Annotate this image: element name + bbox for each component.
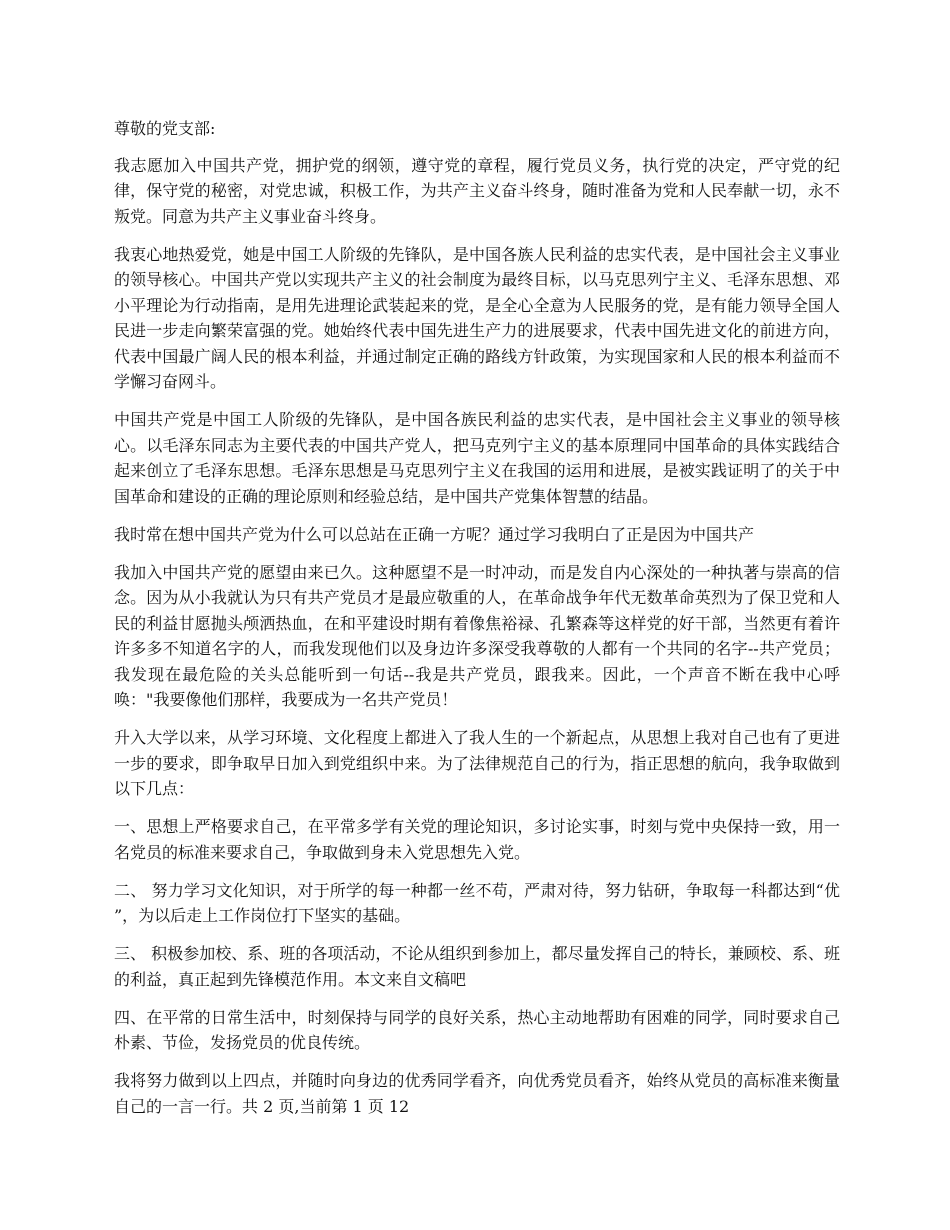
paragraph-point-four: 四、在平常的日常生活中，时刻保持与同学的良好关系，热心主动地帮助有困难的同学，同时要求自己朴素、节俭，发扬党员的优良传统。 xyxy=(114,1007,840,1052)
paragraph-point-one: 一、思想上严格要求自己，在平常多学有关党的理论知识，多讨论实事，时刻与党中央保持一致，用一名党员的标准来要求自己，争取做到身未入党思想先入党。 xyxy=(114,817,840,862)
paragraph-question: 我时常在想中国共产党为什么可以总站在正确一方呢？通过学习我明白了正是因为中国共产 xyxy=(114,524,755,544)
paragraph-desire: 我加入中国共产党的愿望由来已久。这种愿望不是一时冲动，而是发自内心深处的一种执著与崇高的信念。因为从小我就认为只有共产党员才是最应敬重的人，在革命战争年代无数革命英烈为了保卫党和人民的利益甘愿抛头颅洒热血，在和平建设时期有着像焦裕禄、孔繁森等这样党的好干部，当然更有着许许多多不知道名字的人，而我发现他们以及身边许多深受我尊敬的人都有一个共同的名字--共产党员；我发现在最危险的关头总能听到一句话--我是共产党员，跟我来。因此，一个声音不断在我中心呼唤："我要像他们那样，我要成为一名共产党员！ xyxy=(114,562,840,709)
paragraph-point-two: 二、 努力学习文化知识，对于所学的每一种都一丝不苟，严肃对待，努力钻研，争取每一科都达到“优 ”，为以后走上工作岗位打下坚实的基础。 xyxy=(114,880,840,925)
paragraph-conclusion: 我将努力做到以上四点，并随时向身边的优秀同学看齐，向优秀党员看齐，始终从党员的高标准来衡量自己的一言一行。共 2 页,当前第 1 页 12 xyxy=(114,1071,840,1116)
paragraph-party-description: 中国共产党是中国工人阶级的先锋队，是中国各族民利益的忠实代表，是中国社会主义事业的领导核心。以毛泽东同志为主要代表的中国共产党人，把马克列宁主义的基本原理同中国革命的具体实践结合起来创立了毛泽东思想。毛泽东思想是马克思列宁主义在我国的运用和进展，是被实践证明了的关于中国革命和建设的正确的理论原则和经验总结，是中国共产党集体智慧的结晶。 xyxy=(114,410,840,506)
paragraph-love-party: 我衷心地热爱党，她是中国工人阶级的先锋队，是中国各族人民利益的忠实代表，是中国社会主义事业的领导核心。中国共产党以实现共产主义的社会制度为最终目标，以马克思列宁主义、毛泽东思想、邓小平理论为行动指南，是用先进理论武装起来的党，是全心全意为人民服务的党，是有能力领导全国人民进一步走向繁荣富强的党。她始终代表中国先进生产力的进展要求，代表中国先进文化的前进方向，代表中国最广阔人民的根本利益，并通过制定正确的路线方针政策，为实现国家和人民的根本利益而不学懈习奋网斗。 xyxy=(114,244,840,391)
salutation: 尊敬的党支部: xyxy=(114,119,216,138)
paragraph-point-three: 三、 积极参加校、系、班的各项活动，不论从组织到参加上，都尽量发挥自己的特长，兼顾校、系、班的利益，真正起到先锋模范作用。本文来自文稿吧 xyxy=(114,944,840,989)
paragraph-university: 升入大学以来，从学习环境、文化程度上都进入了我人生的一个新起点，从思想上我对自己也有了更进一步的要求，即争取早日加入到党组织中来。为了法律规范自己的行为，指正思想的航向，我争取做到以下几点： xyxy=(114,728,840,798)
document-page xyxy=(114,116,840,1132)
paragraph-pledge: 我志愿加入中国共产党，拥护党的纲领，遵守党的章程，履行党员义务，执行党的决定，严守党的纪律，保守党的秘密，对党忠诚，积极工作，为共产主义奋斗终身，随时准备为党和人民奉献一切，永不叛党。同意为共产主义事业奋斗终身。 xyxy=(114,155,840,226)
